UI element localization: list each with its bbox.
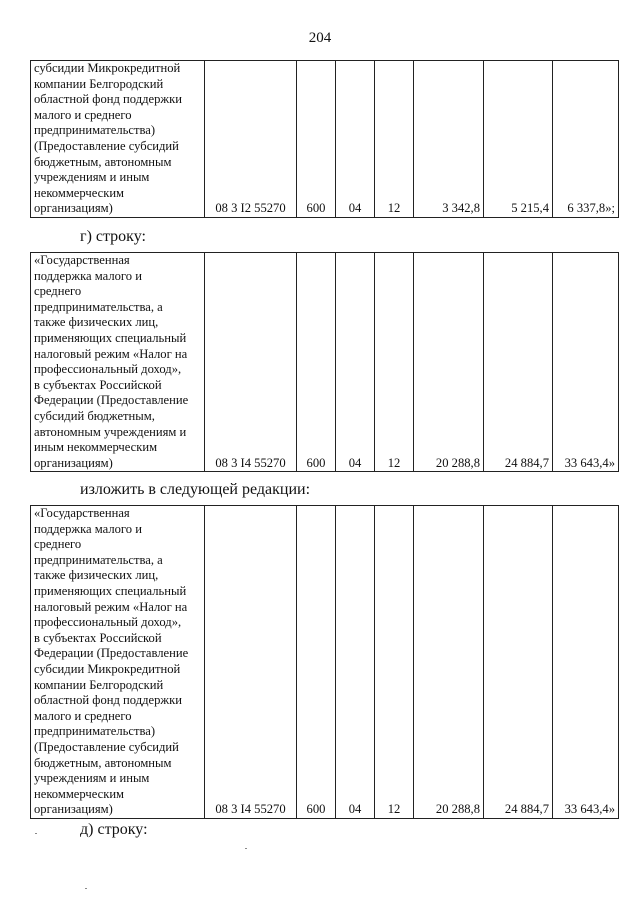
scan-speck — [245, 848, 247, 849]
target-code: 08 3 I2 55270 — [205, 61, 297, 218]
description-line: некоммерческим — [34, 786, 125, 801]
description-line: в субъектах Российской — [34, 377, 162, 392]
description-line: бюджетным, автономным — [34, 755, 172, 770]
amount-year-2: 24 884,7 — [484, 506, 553, 819]
budget-table-2 — [30, 252, 619, 472]
description-line: малого и среднего — [34, 708, 132, 723]
description-line: также физических лиц, — [34, 568, 159, 583]
amount-year-1: 20 288,8 — [414, 253, 484, 472]
row-description — [31, 61, 205, 218]
section-code: 04 — [336, 253, 375, 472]
amount-year-2: 5 215,4 — [484, 61, 553, 218]
budget-table-3 — [30, 505, 619, 819]
expense-type: 600 — [297, 253, 336, 472]
description-line: предпринимательства) — [34, 123, 156, 138]
target-code: 08 3 I4 55270 — [205, 253, 297, 472]
subsection-code: 12 — [375, 506, 414, 819]
description-line: «Государственная — [34, 253, 130, 267]
description-line: субсидии Микрокредитной — [34, 61, 181, 75]
row-description — [31, 253, 205, 472]
description-line: учреждениям и иным — [34, 170, 150, 185]
section-code: 04 — [336, 506, 375, 819]
description-line: некоммерческим — [34, 185, 125, 200]
budget-table-1 — [30, 60, 619, 218]
expense-type: 600 — [297, 506, 336, 819]
amount-year-3: 6 337,8»; — [553, 61, 619, 218]
description-line: предпринимательства) — [34, 724, 156, 739]
description-line: учреждениям и иным — [34, 771, 150, 786]
description-line: бюджетным, автономным — [34, 154, 172, 169]
description-line: малого и среднего — [34, 107, 132, 122]
description-line: применяющих специальный — [34, 330, 187, 345]
description-line: организациям) — [34, 201, 113, 216]
description-line: поддержка малого и — [34, 268, 142, 283]
description-line: профессиональный доход», — [34, 615, 182, 630]
description-line: среднего — [34, 537, 82, 552]
description-line: (Предоставление субсидий — [34, 739, 179, 754]
description-line: областной фонд поддержки — [34, 693, 182, 708]
table-row — [31, 61, 619, 218]
subsection-code: 12 — [375, 253, 414, 472]
description-line: налоговый режим «Налог на — [34, 599, 188, 614]
section-code: 04 — [336, 61, 375, 218]
table-row — [31, 253, 619, 472]
description-line: предпринимательства, а — [34, 299, 163, 314]
description-line: Федерации (Предоставление — [34, 393, 189, 408]
amount-year-1: 20 288,8 — [414, 506, 484, 819]
amount-year-1: 3 342,8 — [414, 61, 484, 218]
table-row — [31, 506, 619, 819]
description-line: компании Белгородский — [34, 76, 164, 91]
description-line: областной фонд поддержки — [34, 92, 182, 107]
heading-line-g: г) строку: — [80, 228, 146, 245]
scan-speck — [35, 833, 37, 834]
amount-year-3: 33 643,4» — [553, 253, 619, 472]
description-line: компании Белгородский — [34, 677, 164, 692]
scan-speck — [85, 888, 87, 889]
description-line: Федерации (Предоставление — [34, 646, 189, 661]
description-line: в субъектах Российской — [34, 630, 162, 645]
description-line: налоговый режим «Налог на — [34, 346, 188, 361]
description-line: организациям) — [34, 802, 113, 817]
description-line: иным некоммерческим — [34, 440, 158, 455]
page-number: 204 — [308, 30, 332, 46]
subsection-code: 12 — [375, 61, 414, 218]
description-line: «Государственная — [34, 506, 130, 520]
description-line: субсидии Микрокредитной — [34, 661, 181, 676]
description-line: организациям) — [34, 455, 113, 470]
description-line: автономным учреждениям и — [34, 424, 187, 439]
expense-type: 600 — [297, 61, 336, 218]
description-line: поддержка малого и — [34, 521, 142, 536]
description-line: субсидий бюджетным, — [34, 408, 155, 423]
row-description — [31, 506, 205, 819]
amount-year-2: 24 884,7 — [484, 253, 553, 472]
description-line: предпринимательства, а — [34, 552, 163, 567]
amount-year-3: 33 643,4» — [553, 506, 619, 819]
description-line: профессиональный доход», — [34, 362, 182, 377]
heading-line-d: д) строку: — [80, 821, 148, 838]
heading-edit: изложить в следующей редакции: — [80, 481, 311, 498]
description-line: также физических лиц, — [34, 315, 159, 330]
description-line: применяющих специальный — [34, 583, 187, 598]
description-line: среднего — [34, 284, 82, 299]
description-line: (Предоставление субсидий — [34, 138, 179, 153]
target-code: 08 3 I4 55270 — [205, 506, 297, 819]
